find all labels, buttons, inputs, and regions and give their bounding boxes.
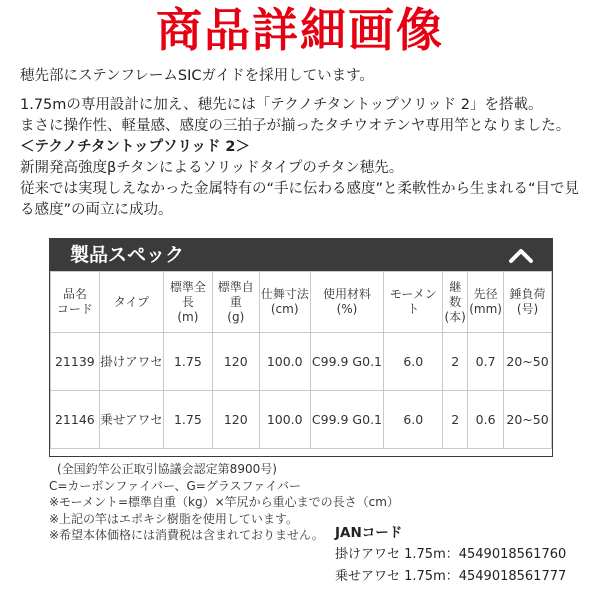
note-line: ※上記の竿はエポキシ樹脂を使用しています。 bbox=[49, 511, 298, 526]
column-header: 品名 コード bbox=[51, 272, 100, 333]
table-cell: 2 bbox=[443, 333, 468, 391]
table-cell: 100.0 bbox=[259, 391, 310, 449]
table-cell: 0.7 bbox=[468, 333, 504, 391]
table-cell: 1.75 bbox=[164, 333, 212, 391]
page-title: 商品詳細画像 bbox=[156, 3, 444, 57]
spec-header-title: 製品スペック bbox=[70, 244, 185, 266]
table-cell: 0.6 bbox=[468, 391, 504, 449]
table-cell: 1.75 bbox=[164, 391, 212, 449]
column-header: 仕舞寸法 (cm) bbox=[259, 272, 310, 333]
table-cell: 120 bbox=[212, 391, 259, 449]
description bbox=[20, 66, 586, 221]
table-cell: 6.0 bbox=[384, 391, 443, 449]
table-row bbox=[51, 391, 552, 449]
table-cell: 120 bbox=[212, 333, 259, 391]
column-header: タイプ bbox=[99, 272, 163, 333]
column-header: 先径 (mm) bbox=[468, 272, 504, 333]
table-cell: 乗せアワセ bbox=[99, 391, 163, 449]
table-cell: 6.0 bbox=[384, 333, 443, 391]
note-line: C=カーボンファイバー、G=グラスファイバー bbox=[49, 478, 301, 493]
column-header: 標準自重 (g) bbox=[212, 272, 259, 333]
spec-body bbox=[50, 271, 552, 456]
table-cell: 2 bbox=[443, 391, 468, 449]
chevron-up-icon[interactable] bbox=[508, 246, 534, 264]
column-header: 継数 (本) bbox=[443, 272, 468, 333]
note-line: (全国釣竿公正取引協議会認定第8900号) bbox=[57, 462, 277, 476]
table-cell: 100.0 bbox=[259, 333, 310, 391]
note-line: ※モーメント=標準自重（kg）×竿尻から重心までの長さ（cm） bbox=[49, 495, 399, 510]
table-cell: C99.9 G0.1 bbox=[310, 391, 384, 449]
jan-title: JANコード bbox=[335, 525, 403, 541]
table-row bbox=[51, 333, 552, 391]
table-header-row bbox=[51, 272, 552, 333]
table-cell: C99.9 G0.1 bbox=[310, 333, 384, 391]
spec-panel bbox=[49, 238, 553, 457]
column-header: 標準全長 (m) bbox=[164, 272, 212, 333]
jan-line: 乗せアワセ 1.75m：4549018561777 bbox=[335, 569, 567, 584]
description-line: 1.75mの専用設計に加え、穂先には「テクノチタントップソリッド 2」を搭載。 bbox=[20, 97, 543, 113]
description-line: まさに操作性、軽量感、感度の三拍子が揃ったタチウオテンヤ専用竿となりました。 bbox=[20, 118, 571, 134]
table-cell: 21146 bbox=[51, 391, 100, 449]
table-cell: 21139 bbox=[51, 333, 100, 391]
description-line: 従来では実現しえなかった金属特有の“手に伝わる感度”と柔軟性から生まれる“目で見る感度”の両立に成功。 bbox=[20, 181, 580, 218]
description-line: 新開発高強度βチタンによるソリッドタイプのチタン穂先。 bbox=[20, 160, 404, 176]
description-subheading: ＜テクノチタントップソリッド 2＞ bbox=[20, 139, 251, 155]
table-cell: 掛けアワセ bbox=[99, 333, 163, 391]
jan-code-block bbox=[335, 522, 566, 588]
spec-header[interactable] bbox=[50, 239, 552, 271]
table-cell: 20~50 bbox=[504, 391, 552, 449]
note-line: ※希望本体価格には消費税は含まれておりません。 bbox=[49, 528, 324, 543]
jan-line: 掛けアワセ 1.75m：4549018561760 bbox=[335, 547, 567, 562]
table-cell: 20~50 bbox=[504, 333, 552, 391]
column-header: 使用材料 (%) bbox=[310, 272, 384, 333]
column-header: モーメント bbox=[384, 272, 443, 333]
spec-table bbox=[50, 271, 552, 449]
column-header: 錘負荷 (号) bbox=[504, 272, 552, 333]
description-line: 穂先部にステンフレームSICガイドを採用しています。 bbox=[20, 68, 374, 84]
